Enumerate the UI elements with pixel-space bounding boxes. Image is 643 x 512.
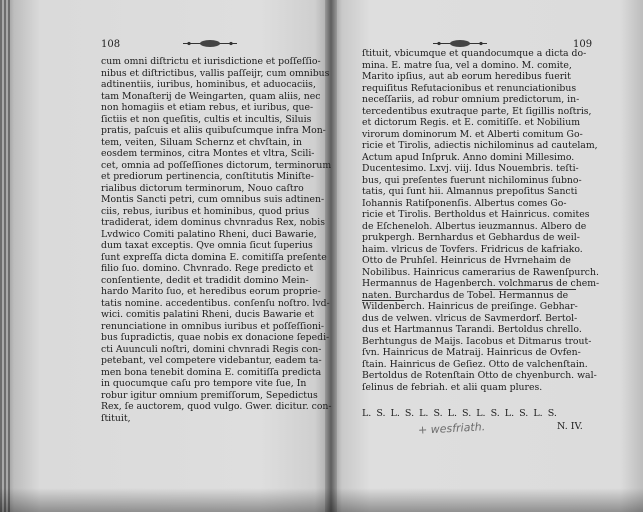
seal-marks: L. S. L. S. L. S. L. S. L. S. L. S. L. S. (362, 408, 557, 419)
text-line: tam Monaſterij de Weingarten, quam aliis, nec (101, 90, 321, 102)
text-line: robur igitur omnium premiſſorum, Sepedictus (101, 389, 318, 401)
text-line: Bertoldus de Rotenſtain Otto de chyenburch. wal- (362, 370, 597, 381)
text-line: ricie et Tirolis, adiectis nichilominus ad cautelam, (362, 140, 598, 151)
text-line: pratis, paſcuis et aliis quibuſcumque infra Mon- (101, 125, 326, 136)
text-line: Lvdwico Comiti palatino Rheni, duci Bawarie, (101, 228, 317, 240)
text-line: dus et Hartmannus Tarandi. Bertoldus chrello. (362, 324, 582, 335)
text-line: tem, veiten, Siluam Schernz et chvſtain, in (101, 136, 302, 148)
text-line: rialibus dictorum terminorum, Nouo caſtro (101, 182, 304, 194)
text-line: tatis, qui ſunt hii. Almannus prepoſitus Sancti (362, 186, 578, 197)
text-line: prukpergh. Bernhardus et Gebhardus de weil- (362, 232, 580, 243)
text-line: in quocumque caſu pro tempore vite ſue, In (101, 378, 307, 389)
text-line: Marito ipſius, aut ab eorum heredibus fuerit (362, 71, 571, 82)
right-page-text (362, 48, 599, 393)
text-line: Iohannis Ratiſponenſis. Albertus comes Go- (362, 197, 567, 209)
text-line: ſtituit, vbicumque et quandocumque a dicta do- (362, 48, 587, 59)
catchword: N. IV. (557, 421, 583, 432)
text-line: nibus et diſtrictibus, vallis paſſeijr, cum omnibus (101, 67, 330, 79)
text-line: dum taxat exceptis. Qve omnia ſicut ſuperius (101, 240, 313, 251)
page-shadow (0, 488, 643, 512)
text-line: Otto de Pruhſel. Heinricus de Hvrnehaim de (362, 255, 571, 266)
handwritten-note: + wesfriath. (417, 420, 486, 437)
text-line: tradiderat, idem dominus chvnradus Rex, nobis (101, 217, 325, 228)
text-line: Rex, ſe auctorem, quod vulgo. Gwer. dicitur. con- (101, 401, 332, 412)
text-line: petebant, vel competere videbantur, eadem ta- (101, 355, 322, 366)
text-line: ciis, rebus, iuribus et hominibus, quod prius (101, 205, 310, 217)
left-page-number: 108 (101, 39, 121, 50)
text-line: filio ſuo. domino. Chvnrado. Rege predicto et (101, 263, 314, 274)
text-line: cet, omnia ad poſſeſſiones dictorum, terminorum (101, 159, 332, 171)
text-line: naten. Burchardus de Tobel. Hermannus de (362, 289, 569, 301)
left-ornament-icon (183, 39, 237, 48)
text-line: Wildenberch. Hainricus de preiſinge. Gebhar- (362, 301, 578, 312)
text-line: hardo Marito ſuo, et heredibus eorum proprie- (101, 286, 321, 297)
text-line: ricie et Tirolis. Bertholdus et Hainricus. comites (362, 209, 590, 220)
text-line: mina. E. matre ſua, vel a domino. M. comite, (362, 59, 572, 71)
text-line: haim. vlricus de Tovfers. Fridricus de kafriako. (362, 243, 583, 255)
text-line: ſtain. Hainricus de Geſiez. Otto de valchenſtain. (362, 358, 588, 370)
right-ornament-icon (433, 39, 487, 48)
text-line: wici. comitis palatini Rheni, ducis Bawarie et (101, 309, 314, 320)
text-line: men bona tenebit domina E. comitiſſa predicta (101, 366, 322, 378)
left-page-text (101, 56, 332, 424)
text-line: et prediorum pertinencia, conſtitutis Miniſte- (101, 171, 314, 182)
text-line: requiſitus Refutacionibus et renunciationibus (362, 82, 577, 94)
text-line: et dictorum Regis. et E. comitiſſe. et Nobilium (362, 117, 581, 128)
text-line: dus de velwen. vlricus de Savmerdorf. Bertol- (362, 312, 578, 324)
text-line: ſvn. Hainricus de Matraij. Hainricus de Ovfen- (362, 347, 581, 358)
text-line: bus ſupradictis, quae nobis ex donacione ſepedi- (101, 332, 330, 343)
text-line: non homagiis et etiam rebus, et iuribus, que- (101, 102, 314, 113)
text-line: ſunt expreſſa dicta domina E. comitiſſa preſente (101, 251, 327, 263)
text-line: ſictiis et non queſitis, cultis et incultis, Siluis (101, 113, 312, 125)
text-line: conſentiente, dedit et tradidit domino Mein- (101, 274, 309, 286)
text-line: virorum dominorum M. et Alberti comitum Go- (362, 128, 583, 140)
text-line: Nobilibus. Hainricus camerarius de Rawenſpurch. (362, 266, 599, 278)
text-line: de Eſcheneloh. Albertus ieuzmannus. Albero de (362, 220, 587, 232)
text-line: Berhtungus de Maijs. Iacobus et Ditmarus trout- (362, 335, 592, 347)
text-line: ſtituit, (101, 412, 131, 424)
underline-mark (362, 300, 404, 301)
text-line: Actum apud Inſpruk. Anno domini Millesimo. (362, 151, 575, 163)
text-line: renunciatione in omnibus iuribus et poſſeſſioni- (101, 320, 325, 332)
text-line: Ducentesimo. Lxvj. viij. Idus Nouembris. teſti- (362, 163, 579, 174)
text-line: adtinentiis, iuribus, hominibus, et aduocaciis, (101, 79, 316, 90)
text-line: ſelinus de febriah. et alii quam plures. (362, 381, 543, 393)
text-line: cti Auunculi noſtri, domini chvnradi Regis con- (101, 343, 322, 355)
page-edges (0, 0, 10, 512)
text-line: bus, qui preſentes fuerunt nichilominus ſubno- (362, 174, 582, 186)
text-line: Montis Sancti petri, cum omnibus suis adtinen- (101, 194, 325, 205)
text-line: tercedentibus exutraque parte, Et ſigillis noſtris, (362, 105, 592, 117)
underline-mark (480, 289, 576, 290)
text-line: Hermannus de Hagenberch. volchmarus de chem- (362, 278, 600, 289)
text-line: cum omni diſtrictu et iurisdictione et poſſeſſio- (101, 56, 321, 67)
right-page-number: 109 (573, 39, 593, 50)
text-line: neceſſariis, ad robur omnium predictorum, in- (362, 94, 580, 105)
text-line: eosdem terminos, citra Montes et vltra, Scili- (101, 148, 315, 159)
text-line: tatis nomine. accedentibus. conſenſu noſtro. lvd- (101, 297, 330, 309)
